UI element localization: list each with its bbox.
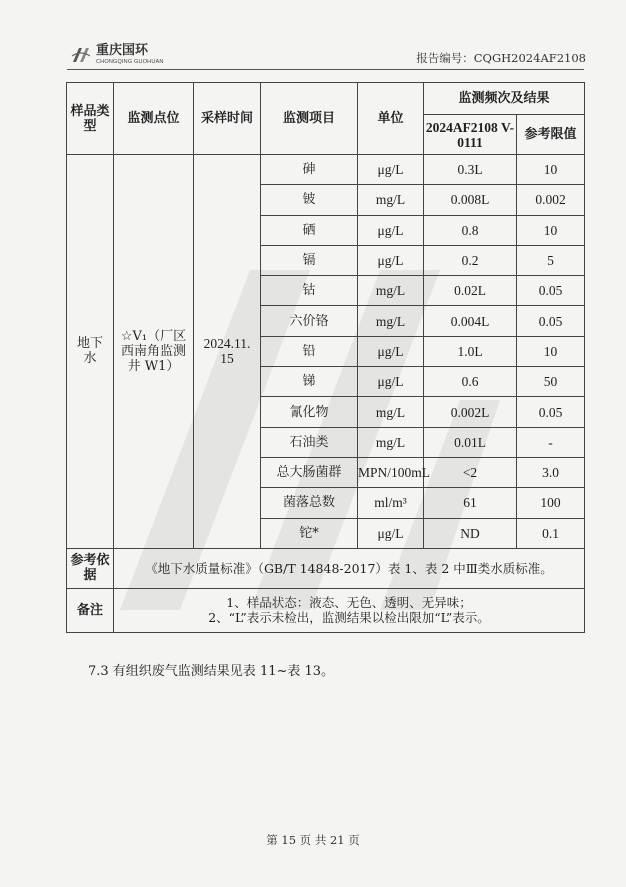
header-divider (67, 69, 584, 70)
limit-cell: 100 (517, 488, 585, 518)
result-cell: 0.008L (424, 185, 517, 215)
limit-cell: 0.1 (517, 518, 585, 548)
result-cell: 0.2 (424, 245, 517, 275)
unit-cell: μg/L (358, 155, 424, 185)
company-name-en: CHONGQING GUOHUAN (96, 59, 164, 65)
result-cell: 0.002L (424, 397, 517, 427)
logo-mark-icon (70, 44, 92, 66)
remarks-line-2: 2、“L”表示未检出，监测结果以检出限加“L”表示。 (208, 610, 490, 626)
result-cell: <2 (424, 457, 517, 487)
company-logo (70, 44, 164, 66)
limit-cell: 10 (517, 336, 585, 366)
item-cell: 菌落总数 (261, 488, 358, 518)
result-cell: 0.3L (424, 155, 517, 185)
item-cell: 镉 (261, 245, 358, 275)
reference-text: 《地下水质量标准》（GB/T 14848-2017）表 1、表 2 中Ⅲ类水质标准。 (114, 548, 585, 588)
unit-cell: μg/L (358, 367, 424, 397)
report-number: 报告编号：CQGH2024AF2108 (416, 51, 586, 65)
limit-cell: 0.05 (517, 397, 585, 427)
sample-type-cell: 地下水 (67, 155, 114, 549)
item-cell: 氰化物 (261, 397, 358, 427)
location-cell: ☆V₁（厂区西南角监测井 W1） (114, 155, 194, 549)
unit-cell: mg/L (358, 306, 424, 336)
header-sample-time: 采样时间 (194, 83, 261, 155)
unit-cell: ml/m³ (358, 488, 424, 518)
result-cell: 0.004L (424, 306, 517, 336)
header-item: 监测项目 (261, 83, 358, 155)
item-cell: 六价铬 (261, 306, 358, 336)
item-cell: 硒 (261, 215, 358, 245)
header-unit: 单位 (358, 83, 424, 155)
item-cell: 钴 (261, 276, 358, 306)
page-footer: 第 15 页 共 21 页 (266, 833, 360, 847)
result-cell: 0.01L (424, 427, 517, 457)
item-cell: 铊* (261, 518, 358, 548)
remarks-cell (114, 588, 585, 632)
result-cell: 0.02L (424, 276, 517, 306)
item-cell: 石油类 (261, 427, 358, 457)
unit-cell: mg/L (358, 185, 424, 215)
table-row (67, 155, 585, 185)
header-batch: 2024AF2108 V-0111 (424, 115, 517, 155)
unit-cell: mg/L (358, 276, 424, 306)
unit-cell: μg/L (358, 336, 424, 366)
groundwater-results-table (66, 82, 585, 633)
unit-cell: μg/L (358, 518, 424, 548)
company-name-cn: 重庆国环 (96, 43, 149, 58)
item-cell: 砷 (261, 155, 358, 185)
limit-cell: 0.002 (517, 185, 585, 215)
result-cell: ND (424, 518, 517, 548)
limit-cell: 3.0 (517, 457, 585, 487)
limit-cell: 0.05 (517, 276, 585, 306)
header-sample-type: 样品类型 (67, 83, 114, 155)
unit-cell: mg/L (358, 427, 424, 457)
item-cell: 铍 (261, 185, 358, 215)
remarks-label: 备注 (67, 588, 114, 632)
section-paragraph: 7.3 有组织废气监测结果见表 11~表 13。 (88, 664, 335, 679)
unit-cell: MPN/100mL (358, 457, 424, 487)
header-freq-result: 监测频次及结果 (424, 83, 585, 115)
result-cell: 0.8 (424, 215, 517, 245)
header-location: 监测点位 (114, 83, 194, 155)
header-limit: 参考限值 (517, 115, 585, 155)
unit-cell: mg/L (358, 397, 424, 427)
result-cell: 1.0L (424, 336, 517, 366)
limit-cell: - (517, 427, 585, 457)
item-cell: 锑 (261, 367, 358, 397)
limit-cell: 50 (517, 367, 585, 397)
sample-time-cell: 2024.11. 15 (194, 155, 261, 549)
unit-cell: μg/L (358, 215, 424, 245)
result-cell: 61 (424, 488, 517, 518)
limit-cell: 10 (517, 155, 585, 185)
limit-cell: 0.05 (517, 306, 585, 336)
limit-cell: 10 (517, 215, 585, 245)
reference-label: 参考依据 (67, 548, 114, 588)
unit-cell: μg/L (358, 245, 424, 275)
item-cell: 铅 (261, 336, 358, 366)
remarks-line-1: 1、样品状态：液态、无色、透明、无异味； (226, 595, 472, 611)
result-cell: 0.6 (424, 367, 517, 397)
item-cell: 总大肠菌群 (261, 457, 358, 487)
limit-cell: 5 (517, 245, 585, 275)
